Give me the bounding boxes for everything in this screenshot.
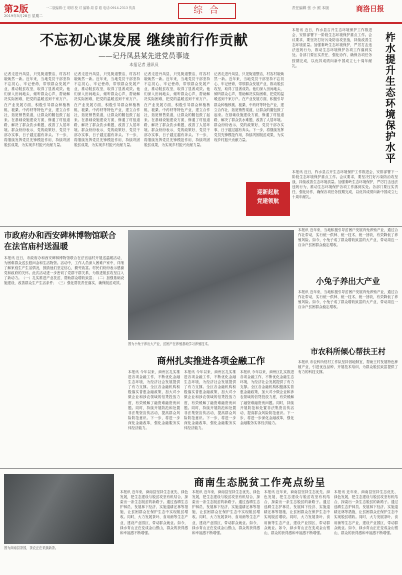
lead-byline: 本报记者 通讯员 (129, 62, 159, 67)
center-photo-caption: 图为小兔子养出大产业，贫困户在养殖基地学习养殖技术。 (128, 342, 211, 346)
bottom-body-col-2: 本报讯 近年来，商南县坚持生态优先、绿色发展，把生态建设与脱贫攻坚有机结合，探索出一条生态脱贫的新路子。通过选聘生态护林员、发展林下经济、实施退耕还林等措施，让贫困群众在保护生态中实现脱贫增收。同时，大力发展茶叶、食用菌等生态产业，建设产业园区，带动群众就业。如今，绿水青山正在变成金山银山，群众的获得感和幸福感不断增强。 (192, 490, 260, 535)
divider (0, 226, 402, 227)
finance-body-col-2: 本报讯 今年以来，商州区扎实推进各项金融工作，不断优化金融生态环境，为经济社会发展提供了有力支撑。全区各金融机构积极落实普惠金融政策，加大对小微企业和涉农领域的信贷投放力度，有效缓解了融资难融资贵问题。同时，持续开展防范和处置非法集资宣传活动，提高群众风险防范意识。下一步，将进一步深化金融改革，强化金融服务实体经济能力。 (184, 370, 236, 431)
lead-subtitle: ——记丹凤县某先进党员事迹 (98, 52, 190, 60)
finance-body-col-1: 本报讯 今年以来，商州区扎实推进各项金融工作，不断优化金融生态环境，为经济社会发展提供了有力支撑。全区各金融机构积极落实普惠金融政策，加大对小微企业和涉农领域的信贷投放力度，有效缓解了融资难融资贵问题。同时，持续开展防范和处置非法集资宣传活动，提高群众风险防范意识。下一步，将进一步深化金融改革，强化金融服务实体经济能力。 (128, 370, 180, 431)
bottom-body-col-3: 本报讯 近年来，商南县坚持生态优先、绿色发展，把生态建设与脱贫攻坚有机结合，探索出一条生态脱贫的新路子。通过选聘生态护林员、发展林下经济、实施退耕还林等措施，让贫困群众在保护生态中实现脱贫增收。同时，大力发展茶叶、食用菌等生态产业，建设产业园区，带动群众就业。如今，绿水青山正在变成金山银山，群众的获得感和幸福感不断增强。 (264, 490, 330, 535)
newspaper-logo: 商洛日报 (356, 4, 384, 13)
section-name: 综 合 (178, 3, 236, 19)
lead-body-col-1: 记者走进丹凤县，只见街道整洁，村容村貌焕然一新。近年来，当地党员干部坚持不忘初心、牢记使命，带领群众发展产业，推动脱贫攻坚，取得了显著成效。他们深入田间地头，倾听群众心声，帮助解决实际困难，把党的温暖送到千家万户。在产业发展方面，积极引导群众种植核桃、板栗、中药材等特色产业，建立合作社，拓宽销售渠道，让群众的腰包鼓了起来。在基础设施建设方面，修通了村组道路，解决了群众饮水难题，改善了人居环境。群众纷纷表示，党的政策好，党员干部办实事，日子越过越有奔头。下一步，将继续发挥党员先锋模范作用，持续巩固脱贫成果，为实现乡村振兴贡献力量。 (4, 72, 70, 148)
center-news-photo (128, 230, 294, 340)
page-number: 第2版 (4, 5, 29, 15)
divider (0, 468, 402, 469)
lead-body-col-4: 记者走进丹凤县，只见街道整洁，村容村貌焕然一新。近年来，当地党员干部坚持不忘初心、牢记使命，带领群众发展产业，推动脱贫攻坚，取得了显著成效。他们深入田间地头，倾听群众心声，帮助解决实际困难，把党的温暖送到千家万户。在产业发展方面，积极引导群众种植核桃、板栗、中药材等特色产业，建立合作社，拓宽销售渠道，让群众的腰包鼓了起来。在基础设施建设方面，修通了村组道路，解决了群众饮水难题，改善了人居环境。群众纷纷表示，党的政策好，党员干部办实事，日子越过越有奔头。下一步，将继续发挥党员先锋模范作用，持续巩固脱贫成果，为实现乡村振兴贡献力量。 (214, 72, 284, 143)
bottom-article-title: 商南生态脱贫工作亮点纷呈 (194, 478, 326, 489)
right-upper-text: 本报讯 近年来，当地积极引导贫困户发展肉兔养殖产业，通过合作社带动，实行统一供种、统一技术、统一回收，有效降低了养殖风险。如今，小兔子成了群众增收致富的大产业，带动周边一百余户贫困群众稳定增收。 (298, 228, 398, 248)
lead-headline: 不忘初心谋发展 继续前行作贡献 (39, 33, 249, 49)
issue-date: 2019年5月28日 星期二 (4, 14, 43, 18)
vertical-article-body-2: 本报讯 近日，柞水县召开生态环境保护工作推进会，安排部署下一阶段生态环境保护重点工作。会议要求，要坚决打好污染防治攻坚战，持续改善生态环境质量。加强秦岭生态环境保护，严厉打击违法违规行为，推动生态环境保护各项工作落到实处。各部门要压实责任，强化协作，确保各项任务按期完成，以优异成绩向新中国成立七十周年献礼。 (292, 170, 398, 200)
left-article-body: 本报讯 近日，市政府办和西安碑林博物馆联合在法官庙村开展送温暖活动，为困难群众送去慰问金和生活物资。活动中，工作人员深入困难户家中，详细了解家庭生产生活情况，鼓励他们坚定信心，勤劳致富。村民们纷纷表示感谢党和政府的关怀。此次活动进一步密切了党群干群关系，为推进脱贫攻坚注入了新动力。（一）扎实推进产业扶贫，帮助群众增收致富；（二）加强基础设施建设，改善群众生产生活条件；（三）强化帮扶责任落实，确保脱贫成效。 (4, 256, 124, 286)
bottom-body-col-4: 本报讯 近年来，商南县坚持生态优先、绿色发展，把生态建设与脱贫攻坚有机结合，探索出一条生态脱贫的新路子。通过选聘生态护林员、发展林下经济、实施退耕还林等措施，让贫困群众在保护生态中实现脱贫增收。同时，大力发展茶叶、食用菌等生态产业，建设产业园区，带动群众就业。如今，绿水青山正在变成金山银山，群众的获得感和幸福感不断增强。 (334, 490, 398, 535)
finance-article-title: 商州扎实推进各项金融工作 (156, 357, 265, 367)
rabbit-article-title: 小兔子养出大产业 (316, 277, 380, 286)
agri-article-title: 市农科所倾心帮扶王村 (310, 347, 386, 356)
lead-body-col-3: 记者走进丹凤县，只见街道整洁，村容村貌焕然一新。近年来，当地党员干部坚持不忘初心、牢记使命，带领群众发展产业，推动脱贫攻坚，取得了显著成效。他们深入田间地头，倾听群众心声，帮助解决实际困难，把党的温暖送到千家万户。在产业发展方面，积极引导群众种植核桃、板栗、中药材等特色产业，建立合作社，拓宽销售渠道，让群众的腰包鼓了起来。在基础设施建设方面，修通了村组道路，解决了群众饮水难题，改善了人居环境。群众纷纷表示，党的政策好，党员干部办实事，日子越过越有奔头。下一步，将继续发挥党员先锋模范作用，持续巩固脱贫成果，为实现乡村振兴贡献力量。 (144, 72, 210, 148)
agri-article-body: 本报讯 市农科所驻村工作队坚持因地制宜，帮助王村发展特色种植产业，引进优良品种，开展技术培训，为群众脱贫致富提供了有力的科技支撑。 (298, 360, 398, 375)
vertical-article-title: 柞水提升生态环境保护水平 (383, 32, 394, 164)
finance-body-col-3: 本报讯 今年以来，商州区扎实推进各项金融工作，不断优化金融生态环境，为经济社会发展提供了有力支撑。全区各金融机构积极落实普惠金融政策，加大对小微企业和涉农领域的信贷投放力度，有效缓解了融资难融资贵问题。同时，持续开展防范和处置非法集资宣传活动，提高群众风险防范意识。下一步，将进一步深化金融改革，强化金融服务实体经济能力。 (240, 370, 294, 425)
rabbit-article-body: 本报讯 近年来，当地积极引导贫困户发展肉兔养殖产业，通过合作社带动，实行统一供种、统一技术、统一回收，有效降低了养殖风险。如今，小兔子成了群众增收致富的大产业，带动周边一百余户贫困群众稳定增收。 (298, 290, 398, 310)
vertical-article-body: 本报讯 近日，柞水县召开生态环境保护工作推进会，安排部署下一阶段生态环境保护重点工作。会议要求，要坚决打好污染防治攻坚战，持续改善生态环境质量。加强秦岭生态环境保护，严厉打击违法违规行为，推动生态环境保护各项工作落到实处。各部门要压实责任，强化协作，确保各项任务按期完成，以优异成绩向新中国成立七十周年献礼。 (292, 28, 372, 68)
lead-body-col-2: 记者走进丹凤县，只见街道整洁，村容村貌焕然一新。近年来，当地党员干部坚持不忘初心、牢记使命，带领群众发展产业，推动脱贫攻坚，取得了显著成效。他们深入田间地头，倾听群众心声，帮助解决实际困难，把党的温暖送到千家万户。在产业发展方面，积极引导群众种植核桃、板栗、中药材等特色产业，建立合作社，拓宽销售渠道，让群众的腰包鼓了起来。在基础设施建设方面，修通了村组道路，解决了群众饮水难题，改善了人居环境。群众纷纷表示，党的政策好，党员干部办实事，日子越过越有奔头。下一步，将继续发挥党员先锋模范作用，持续巩固脱贫成果，为实现乡村振兴贡献力量。 (74, 72, 140, 148)
editor-contacts: 一二版编辑:王 明明 校 对 编辑:周 春 聪 电话:0914-2313 传真 (46, 6, 136, 10)
bottom-photo-caption: 图为商南县茶园，茶农正在采摘新茶。 (4, 546, 59, 550)
masthead (0, 0, 402, 24)
left-article-title: 市政府办和西安碑林博物馆联合在法官庙村送温暖 (4, 231, 116, 251)
promo-line-1: 迎新起航 (256, 190, 279, 196)
promo-box (246, 182, 290, 216)
editor-info: 责任编辑 张 小 照 本版 (292, 6, 329, 10)
bottom-body-col-1: 本报讯 近年来，商南县坚持生态优先、绿色发展，把生态建设与脱贫攻坚有机结合，探索出一条生态脱贫的新路子。通过选聘生态护林员、发展林下经济、实施退耕还林等措施，让贫困群众在保护生态中实现脱贫增收。同时，大力发展茶叶、食用菌等生态产业，建设产业园区，带动群众就业。如今，绿水青山正在变成金山银山，群众的获得感和幸福感不断增强。 (120, 490, 188, 535)
bottom-news-photo (4, 474, 114, 544)
promo-line-2: 党建领航 (256, 199, 279, 205)
